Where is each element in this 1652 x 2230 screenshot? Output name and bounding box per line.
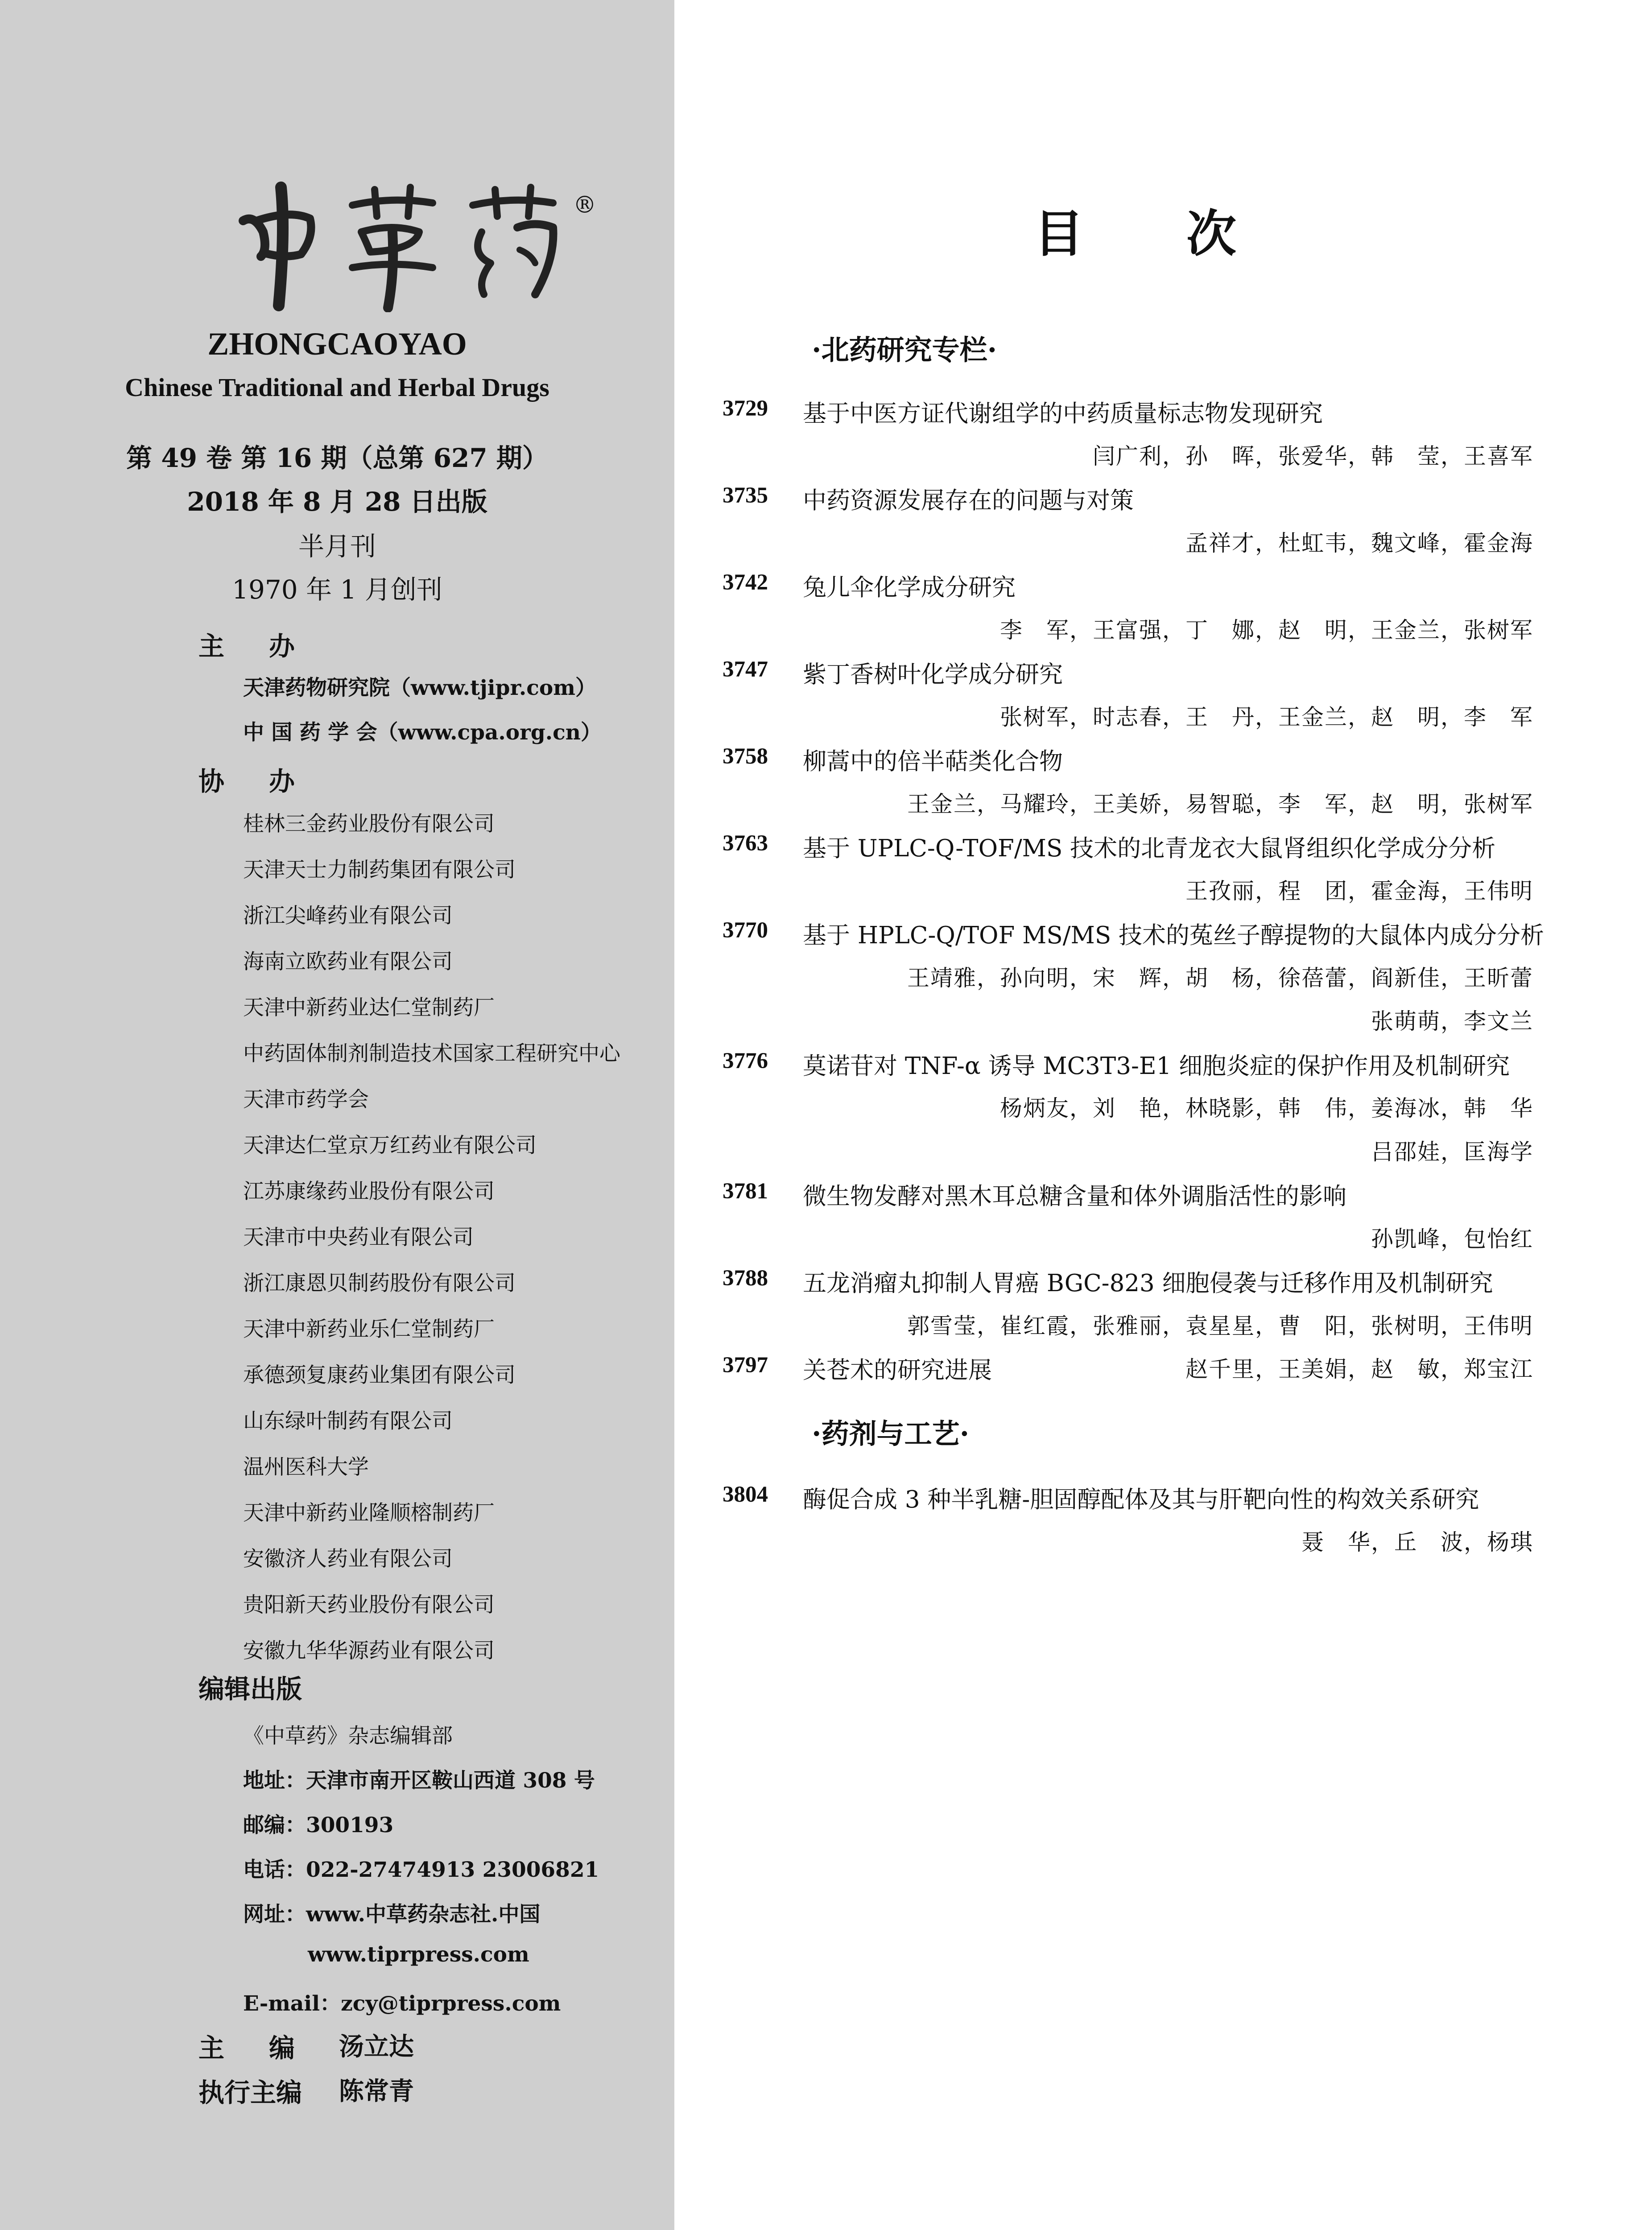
co-sponsor-item: 桂林三金药业股份有限公司 — [243, 812, 495, 836]
article-page-number: 3804 — [723, 1482, 768, 1507]
chief-editor-name: 汤立达 — [339, 2032, 414, 2061]
article-title[interactable]: 紫丁香树叶化学成分研究 — [803, 661, 1063, 688]
sponsor-item: 天津药物研究院（www.tjipr.com） — [243, 676, 596, 700]
article-authors: 孟祥才，杜虹韦，魏文峰，霍金海 — [1185, 530, 1533, 556]
registered-mark: ® — [573, 192, 596, 219]
article-authors: 李 军，王富强，丁 娜，赵 明，王金兰，张树军 — [1000, 617, 1533, 643]
publication-frequency: 半月刊 — [298, 531, 376, 562]
publisher-heading: 编辑出版 — [198, 1674, 302, 1704]
article-page-number: 3763 — [723, 831, 768, 856]
article-title[interactable]: 中药资源发展存在的问题与对策 — [803, 487, 1134, 514]
co-sponsor-item: 天津中新药业达仁堂制药厂 — [243, 995, 495, 1020]
article-page-number: 3788 — [723, 1266, 768, 1291]
article-title[interactable]: 基于中医方证代谢组学的中药质量标志物发现研究 — [803, 400, 1323, 427]
co-sponsor-item: 温州医科大学 — [243, 1455, 369, 1479]
article-authors: 张萌萌，李文兰 — [1371, 1008, 1533, 1034]
co-sponsor-item: 承德颈复康药业集团有限公司 — [243, 1363, 516, 1388]
exec-editor-label: 执行主编 — [198, 2077, 302, 2108]
co-sponsor-item: 浙江尖峰药业有限公司 — [243, 904, 453, 928]
publisher-website-2: www.tiprpress.com — [308, 1942, 529, 1967]
co-sponsor-item: 安徽济人药业有限公司 — [243, 1547, 453, 1571]
article-authors: 郭雪莹，崔红霞，张雅丽，袁星星，曹 阳，张树明，王伟明 — [907, 1313, 1533, 1339]
article-authors: 张树军，时志春，王 丹，王金兰，赵 明，李 军 — [1000, 704, 1533, 730]
co-sponsors-heading: 协办 — [198, 766, 340, 797]
toc-section-heading: ·北药研究专栏· — [812, 334, 997, 366]
article-title[interactable]: 柳蒿中的倍半萜类化合物 — [803, 748, 1063, 775]
journal-english-name: Chinese Traditional and Herbal Drugs — [125, 373, 549, 402]
article-authors: 王金兰，马耀玲，王美娇，易智聪，李 军，赵 明，张树军 — [907, 791, 1533, 817]
co-sponsor-item: 天津市中央药业有限公司 — [243, 1225, 474, 1250]
article-page-number: 3797 — [723, 1353, 768, 1378]
article-authors: 王孜丽，程 团，霍金海，王伟明 — [1185, 878, 1533, 904]
publication-date: 2018 年 8 月 28 日出版 — [187, 487, 487, 517]
article-page-number: 3747 — [723, 657, 768, 682]
co-sponsor-item: 海南立欧药业有限公司 — [243, 950, 453, 974]
journal-info-sidebar — [0, 0, 674, 2230]
calligraphy-logo-icon — [223, 178, 607, 312]
article-title[interactable]: 兔儿伞化学成分研究 — [803, 574, 1016, 601]
co-sponsor-item: 安徽九华华源药业有限公司 — [243, 1639, 495, 1663]
publisher-address: 地址：天津市南开区鞍山西道 308 号 — [243, 1768, 595, 1793]
publisher-email: E-mail：zcy@tiprpress.com — [243, 1991, 561, 2016]
article-page-number: 3758 — [723, 744, 768, 769]
editorial-dept: 《中草药》杂志编辑部 — [243, 1724, 453, 1748]
publisher-postcode: 邮编：300193 — [243, 1813, 394, 1838]
chief-editor-label-text: 主编 — [198, 2033, 340, 2063]
issue-number: 第 49 卷 第 16 期（总第 627 期） — [126, 443, 548, 473]
article-title[interactable]: 莫诺苷对 TNF-α 诱导 MC3T3-E1 细胞炎症的保护作用及机制研究 — [803, 1052, 1510, 1080]
journal-logo — [223, 178, 607, 312]
article-title[interactable]: 酶促合成 3 种半乳糖-胆固醇配体及其与肝靶向性的构效关系研究 — [803, 1486, 1479, 1513]
toc-section-heading: ·药剂与工艺· — [812, 1417, 970, 1450]
co-sponsor-item: 天津达仁堂京万红药业有限公司 — [243, 1133, 537, 1158]
article-authors: 吕邵娃，匡海学 — [1371, 1139, 1533, 1165]
article-page-number: 3770 — [723, 918, 768, 943]
chief-editor-label — [198, 2027, 339, 2065]
article-page-number: 3735 — [723, 483, 768, 508]
article-title[interactable]: 五龙消瘤丸抑制人胃癌 BGC-823 细胞侵袭与迁移作用及机制研究 — [803, 1270, 1493, 1297]
co-sponsor-item: 贵阳新天药业股份有限公司 — [243, 1593, 495, 1617]
article-authors: 杨炳友，刘 艳，林晓影，韩 伟，姜海冰，韩 华 — [1000, 1095, 1533, 1121]
co-sponsor-item: 天津中新药业隆顺榕制药厂 — [243, 1501, 495, 1525]
co-sponsor-item: 天津天士力制药集团有限公司 — [243, 858, 516, 882]
article-page-number: 3776 — [723, 1048, 768, 1074]
article-page-number: 3781 — [723, 1179, 768, 1204]
article-authors: 王靖雅，孙向明，宋 辉，胡 杨，徐蓓蕾，阎新佳，王昕蕾 — [907, 965, 1533, 991]
article-page-number: 3742 — [723, 570, 768, 595]
journal-pinyin-title: ZHONGCAOYAO — [207, 326, 467, 362]
co-sponsor-item: 江苏康缘药业股份有限公司 — [243, 1179, 495, 1204]
co-sponsor-item: 天津中新药业乐仁堂制药厂 — [243, 1317, 495, 1342]
publisher-phone: 电话：022-27474913 23006821 — [243, 1858, 599, 1882]
co-sponsor-item: 浙江康恩贝制药股份有限公司 — [243, 1271, 516, 1296]
article-title[interactable]: 关苍术的研究进展 — [803, 1357, 992, 1384]
exec-editor-name: 陈常青 — [339, 2077, 414, 2106]
article-title[interactable]: 基于 HPLC-Q/TOF MS/MS 技术的菟丝子醇提物的大鼠体内成分分析 — [803, 922, 1544, 949]
sponsors-heading: 主办 — [198, 631, 340, 661]
article-page-number: 3729 — [723, 396, 768, 421]
sponsor-item: 中 国 药 学 会（www.cpa.org.cn） — [243, 720, 602, 745]
publisher-website: 网址：www.中草药杂志社.中国 — [243, 1902, 541, 1927]
co-sponsor-item: 天津市药学会 — [243, 1087, 369, 1112]
article-authors: 孙凯峰，包怡红 — [1371, 1226, 1533, 1252]
article-title[interactable]: 基于 UPLC-Q-TOF/MS 技术的北青龙衣大鼠肾组织化学成分分析 — [803, 835, 1496, 862]
article-authors: 聂 华，丘 波，杨琪 — [1301, 1529, 1533, 1555]
co-sponsor-item: 山东绿叶制药有限公司 — [243, 1409, 453, 1433]
article-authors: 赵千里，王美娟，赵 敏，郑宝江 — [1185, 1356, 1533, 1382]
article-authors: 闫广利，孙 晖，张爱华，韩 莹，王喜军 — [1093, 443, 1533, 469]
article-title[interactable]: 微生物发酵对黑木耳总糖含量和体外调脂活性的影响 — [803, 1183, 1346, 1210]
founding-date: 1970 年 1 月创刊 — [232, 574, 442, 605]
co-sponsor-item: 中药固体制剂制造技术国家工程研究中心 — [243, 1041, 620, 1066]
toc-title: 目次 — [1034, 205, 1339, 263]
